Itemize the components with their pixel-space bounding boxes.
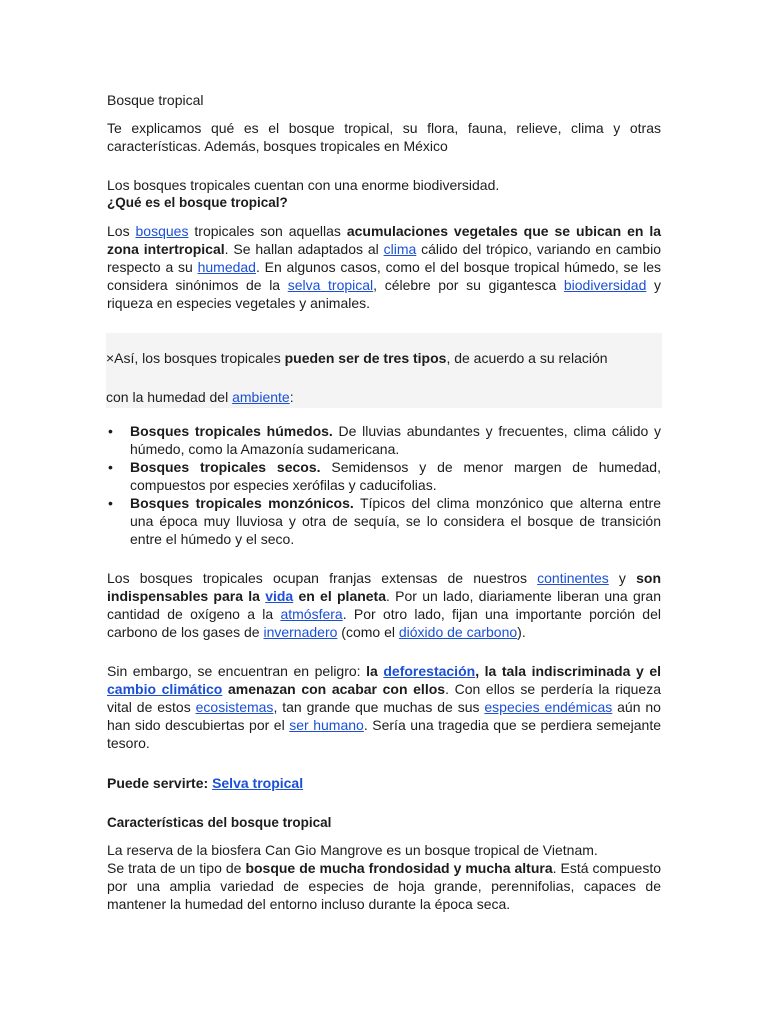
link-deforestacion[interactable]: deforestación [383,663,476,679]
link-atmosfera[interactable]: atmósfera [280,606,343,622]
paragraph-importance [107,569,661,641]
bullet-icon: • [108,423,113,439]
link-clima[interactable]: clima [383,241,417,257]
link-selva-tropical[interactable]: selva tropical [287,277,374,293]
text-run: . Por un lado, diariamente liberan una gran cantidad de oxígeno a la [107,588,661,622]
link-humedad[interactable]: humedad [197,259,256,275]
text-run: , célebre por su gigantesca [373,277,564,293]
box-line-1 [106,349,662,367]
related-link-line [107,774,661,792]
bold-run: bosque de mucha frondosidad y mucha altura [245,860,553,876]
text-run: , de acuerdo a su relación [446,350,608,366]
paragraph-definition [107,222,661,312]
text-run: tropicales son aquellas [188,223,347,239]
link-biodiversidad[interactable]: biodiversidad [563,277,647,293]
link-especies-endemicas[interactable]: especies endémicas [484,699,613,715]
bold-run: amenazan con acabar con ellos [222,681,446,697]
text-run: y [608,570,637,586]
list-item-title: Bosques tropicales húmedos. [130,423,333,439]
image-caption: Los bosques tropicales cuentan con una enorme biodiversidad. [107,177,500,193]
document-title: Bosque tropical [107,92,204,108]
highlight-box [106,333,662,408]
text-run: aún no han sido descubiertas por el [107,699,661,733]
link-ser-humano[interactable]: ser humano [289,717,364,733]
list-item-title: Bosques tropicales secos. [130,459,321,475]
text-run: con la humedad del [106,389,233,405]
section-heading-caracteristicas: Características del bosque tropical [107,815,332,830]
text-run: : [289,389,294,405]
text-run: y riqueza en especies vegetales y animales. [107,277,662,311]
bold-run: en el planeta [293,588,387,604]
text-run: . Con ellos se perdería la riqueza vital de estos [107,681,661,715]
text-run: . Se hallan adaptados al [224,241,384,257]
text-run: . Está compuesto por una amplia variedad de especies de hoja grande, perennifolias, capaces de mantener la humedad del entorno incluso durante la época seca. [107,860,661,912]
text-run: Se trata de un tipo de [107,860,246,876]
text-run: cálido del trópico, variando en cambio respecto a su [107,241,661,275]
bold-run: acumulaciones vegetales que se ubican en la zona intertropical [107,223,662,257]
link-selva-tropical-related[interactable]: Selva tropical [212,775,304,791]
list-item [108,458,661,494]
link-ecosistemas[interactable]: ecosistemas [195,699,274,715]
bold-run: son indispensables para la [107,570,662,604]
intro-paragraph: Te explicamos qué es el bosque tropical, su flora, fauna, relieve, clima y otras características. Además, bosques tropicales en México [107,120,661,154]
text-run: ). [517,624,526,640]
section-heading-que-es: ¿Qué es el bosque tropical? [107,195,288,210]
link-invernadero[interactable]: invernadero [263,624,338,640]
link-bosques[interactable]: bosques [135,223,189,239]
link-dioxido-de-carbono[interactable]: dióxido de carbono [398,624,518,640]
bullet-icon: • [108,495,113,511]
bold-run: pueden ser de tres tipos [284,350,447,366]
paragraph-reserve [107,841,661,913]
text-run: , tan grande que muchas de sus [273,699,485,715]
link-vida[interactable]: vida [265,588,294,604]
link-cambio-climatico[interactable]: cambio climático [107,681,223,697]
link-continentes[interactable]: continentes [537,570,609,586]
text-run: La reserva de la biosfera Can Gio Mangrove es un bosque tropical de Vietnam. [107,842,598,858]
bullet-icon: • [108,459,113,475]
list-item [108,494,661,548]
list-item-text: Semidensos y de menor margen de humedad, compuestos por especies xerófilas y caducifolias. [130,459,661,493]
list-item-text: Típicos del clima monzónico que alterna entre una época muy lluviosa y otra de sequía, se lo considera el bosque de transición entre el húmedo y el seco. [130,495,661,547]
paragraph-danger [107,662,661,752]
text-run: Los bosques tropicales ocupan franjas extensas de nuestros [107,570,538,586]
text-run: Sin embargo, se encuentran en peligro: [107,663,367,679]
text-run: . Sería una tragedia que se perdiera semejante tesoro. [107,717,662,751]
text-run: ×Así, los bosques tropicales [106,350,285,366]
bold-run: la [366,663,384,679]
text-run: (como el [337,624,399,640]
text-run: . Por otro lado, fijan una importante porción del carbono de los gases de [107,606,661,640]
list-item [108,422,661,458]
link-ambiente[interactable]: ambiente [232,389,290,405]
list-item-title: Bosques tropicales monzónicos. [130,495,354,511]
box-line-2 [106,388,662,406]
text-run: Los [107,223,136,239]
related-label: Puede servirte: [107,775,213,791]
forest-types-list [107,422,661,548]
text-run: . En algunos casos, como el del bosque tropical húmedo, se les considera sinónimos de la [107,259,662,293]
list-item-text: De lluvias abundantes y frecuentes, clima cálido y húmedo, como la Amazonía sudamericana. [130,423,661,457]
bold-run: , la tala indiscriminada y el [475,663,661,679]
